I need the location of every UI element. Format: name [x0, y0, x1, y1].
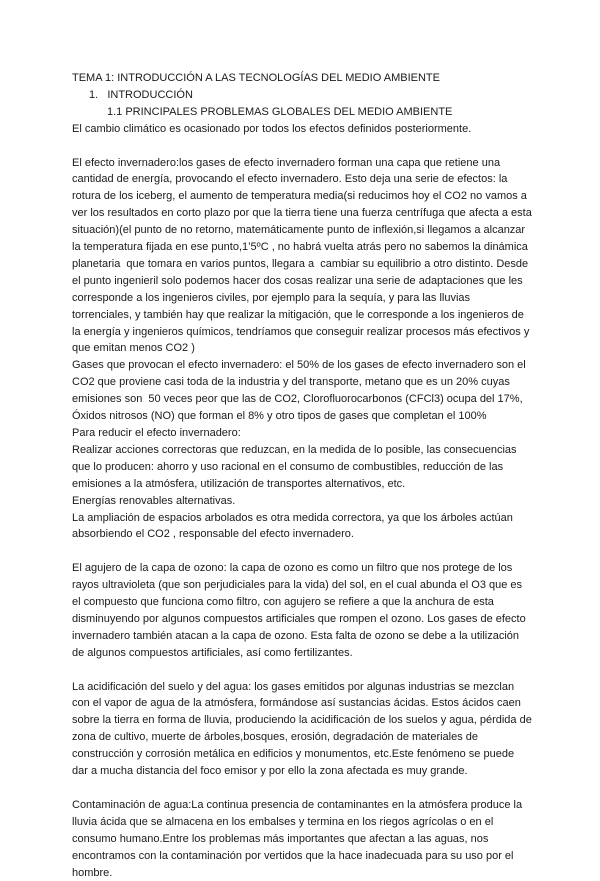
paragraph-gap: [72, 780, 532, 797]
subsection-heading: 1.1 PRINCIPALES PROBLEMAS GLOBALES DEL MEDIO AMBIENTE: [107, 105, 453, 118]
section-heading: 1. INTRODUCCIÓN: [89, 88, 193, 101]
greenhouse-reduce-heading: Para reducir el efecto invernadero:: [72, 427, 241, 440]
acidification-paragraph: La acidificación del suelo y del agua: los gases emitidos por algunas industrias se mezclan con el vapor de agua de la atmósfera, formándose así sustancias ácidas. Estos ácidos caen sobre la tierra en forma de lluvia, produciendo la acidificación de los suelos y agua, pérdida de zona de cultivo, muerte de árboles,bosques, erosión, degradación de materiales de construcción y corrosión metálica en edificios y monumentos, etc.Este fenómeno se puede dar a mucha distancia del foco emisor y por ello la zona afectada es muy grande.: [72, 680, 535, 778]
water-paragraph: Contaminación de agua:La continua presencia de contaminantes en la atmósfera produce la lluvia ácida que se almacena en los embalses y termina en los riegos agrícolas o en el consumo humano.Entre los problemas más importantes que afectan a las aguas, nos encontramos con la contaminación por vertidos que la hace inadecuada para su uso por el hombre.: [72, 798, 526, 879]
greenhouse-actions-paragraph: Realizar acciones correctoras que reduzcan, en la medida de lo posible, las consecuencias que lo producen: ahorro y uso racional en el consumo de combustibles, reducción de las emisiones a la atmósfera, utilización de transportes alternativos, etc.: [72, 443, 520, 490]
paragraph-gap: [72, 138, 532, 155]
greenhouse-gases-paragraph: Gases que provocan el efecto invernadero: el 50% de los gases de efecto invernadero son el CO2 que proviene casi toda de la industria y del transporte, metano que es un 20% cuyas emisiones son 50 veces peor que las de CO2, Clorofluorocarbonos (CFCl3) ocupa del 17%, Óxidos nitrosos (NO) que forman el 8% y otro tipos de gases que completan el 100%: [72, 359, 529, 423]
document-title: TEMA 1: INTRODUCCIÓN A LAS TECNOLOGÍAS DEL MEDIO AMBIENTE: [72, 72, 440, 84]
greenhouse-paragraph: El efecto invernadero:los gases de efecto invernadero forman una capa que retiene una cantidad de energía, provocando el efecto invernadero. Esto deja una serie de efectos: la rotura de los iceberg, el aumento de temperatura media(si reducimos hoy el CO2 no vamos a ver los resultados en corto plazo por que la tierra tiene una fuerza centrífuga que afecta a esta situación)(el punto de no retorno, matemáticamente punto de inflexión,si llegamos a alcanzar la temperatura fijada en ese punto,1’5ºC , no habrá vuelta atrás pero no sabemos la dinámica planetaria que tomara en varios puntos, llegara a cambiar su equilibrio a otro distinto. Desde el punto ingenieril solo podemos hacer dos cosas realizar una serie de adaptaciones que les corresponde a los ingenieros civiles, por ejemplo para la sequía, y para las lluvias torrenciales, y también hay que realizar la mitigación, que le corresponde a los ingenieros de la energía y ingenieros químicos, tendríamos que conseguir realizar procesos más efectivos y que emitan menos CO2 ): [72, 156, 535, 355]
paragraph-gap: [72, 543, 532, 560]
intro-paragraph: El cambio climático es ocasionado por todos los efectos definidos posteriormente.: [72, 122, 472, 135]
ozone-paragraph: El agujero de la capa de ozono: la capa de ozono es como un filtro que nos protege de los rayos ultravioleta (que son perjudiciales para la vida) del sol, en el cual abunda el O3 que es el compuesto que funciona como filtro, con agujero se refiere a que la anchura de esta disminuyendo por algunos compuestos artificiales que rompen el ozono. Los gases de efecto invernadero también atacan a la capa de ozono. Esta falta de ozono se debe a la utilización de algunos compuestos artificiales, así como fertilizantes.: [72, 562, 529, 659]
renewables-line: Energías renovables alternativas.: [72, 494, 236, 507]
paragraph-gap: [72, 662, 532, 679]
trees-paragraph: La ampliación de espacios arbolados es otra medida correctora, ya que los árboles actúan absorbiendo el CO2 , responsable del efecto invernadero.: [72, 511, 516, 541]
document-body: [72, 70, 535, 881]
